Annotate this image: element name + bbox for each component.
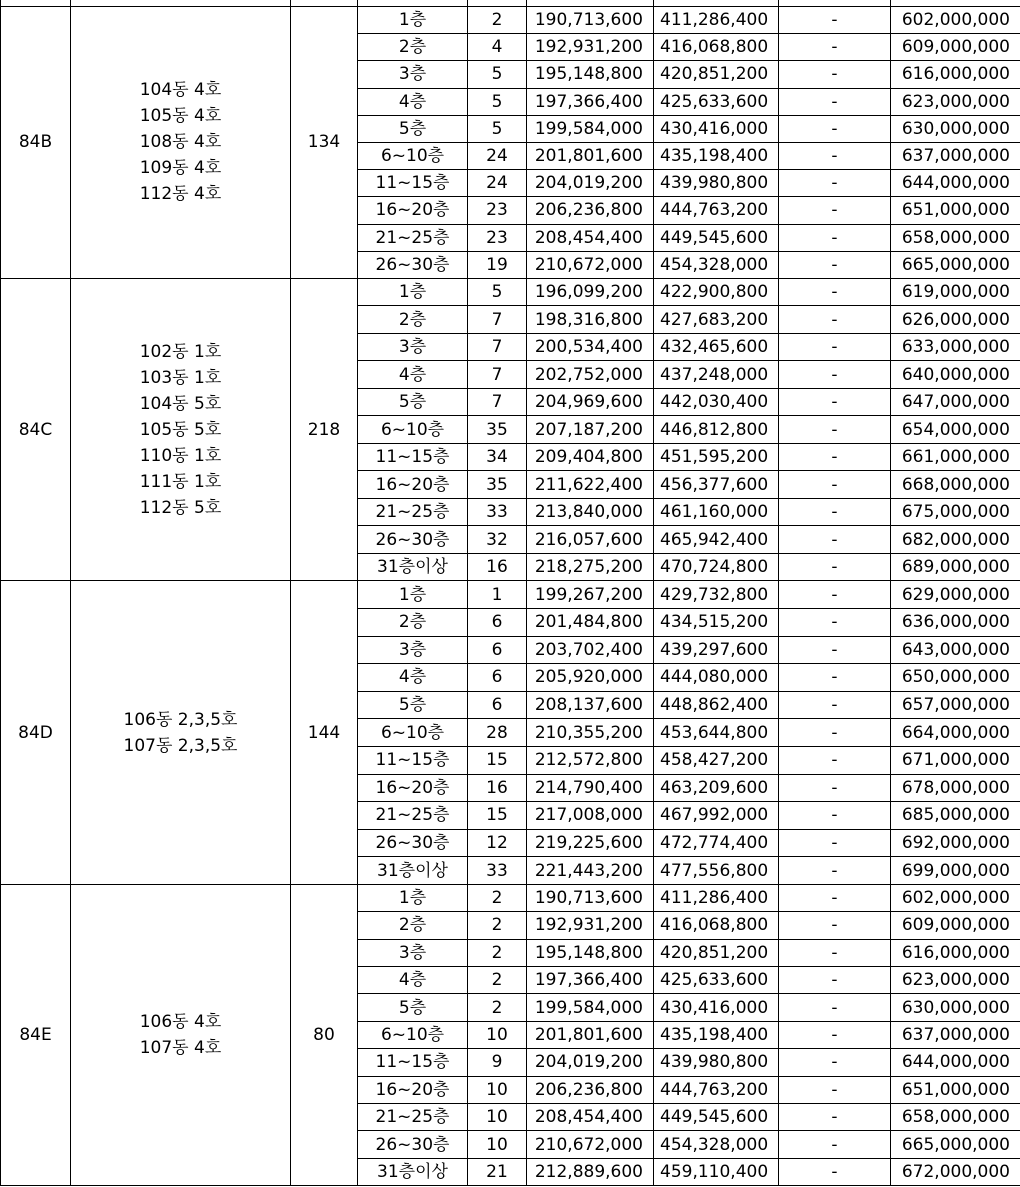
- total-price-cell: 616,000,000: [891, 939, 1020, 966]
- building-price-cell: 432,465,600: [654, 333, 779, 361]
- units-cell: 19: [468, 251, 527, 278]
- total-price-cell: 644,000,000: [891, 1049, 1020, 1076]
- total-price-cell: 675,000,000: [891, 498, 1020, 526]
- building-price-cell: 444,763,200: [654, 197, 779, 224]
- vat-cell: -: [779, 719, 891, 747]
- land-price-cell: 204,019,200: [527, 170, 654, 197]
- vat-cell: -: [779, 1021, 891, 1048]
- units-cell: 6: [468, 664, 527, 692]
- vat-cell: -: [779, 553, 891, 581]
- land-price-cell: 197,366,400: [527, 88, 654, 115]
- floor-cell: 3층: [358, 333, 468, 361]
- vat-cell: -: [779, 884, 891, 911]
- vat-cell: -: [779, 170, 891, 197]
- floor-cell: 2층: [358, 306, 468, 334]
- units-cell: 23: [468, 197, 527, 224]
- building-price-cell: 453,644,800: [654, 719, 779, 747]
- units-cell: 33: [468, 498, 527, 526]
- vat-cell: -: [779, 691, 891, 719]
- floor-cell: 1층: [358, 278, 468, 306]
- units-cell: 7: [468, 333, 527, 361]
- total-price-cell: 643,000,000: [891, 636, 1020, 664]
- building-price-cell: 463,209,600: [654, 774, 779, 802]
- total-price-cell: 692,000,000: [891, 829, 1020, 857]
- vat-cell: -: [779, 278, 891, 306]
- floor-cell: 1층: [358, 581, 468, 609]
- building-price-cell: 411,286,400: [654, 7, 779, 34]
- vat-cell: -: [779, 802, 891, 830]
- total-price-cell: 664,000,000: [891, 719, 1020, 747]
- vat-cell: -: [779, 1131, 891, 1158]
- building-price-cell: 451,595,200: [654, 443, 779, 471]
- land-price-cell: 199,584,000: [527, 994, 654, 1021]
- land-price-cell: 200,534,400: [527, 333, 654, 361]
- total-price-cell: 661,000,000: [891, 443, 1020, 471]
- land-price-cell: 211,622,400: [527, 471, 654, 499]
- floor-cell: 16~20층: [358, 197, 468, 224]
- units-cell: 10: [468, 1076, 527, 1103]
- total-price-cell: 623,000,000: [891, 88, 1020, 115]
- units-cell: 5: [468, 88, 527, 115]
- units-cell: 16: [468, 553, 527, 581]
- total-price-cell: 640,000,000: [891, 361, 1020, 389]
- total-price-cell: 650,000,000: [891, 664, 1020, 692]
- table-row: [1, 884, 1020, 911]
- land-price-cell: 196,099,200: [527, 278, 654, 306]
- vat-cell: -: [779, 115, 891, 142]
- total-price-cell: 671,000,000: [891, 746, 1020, 774]
- land-price-cell: 201,801,600: [527, 1021, 654, 1048]
- floor-cell: 2층: [358, 34, 468, 61]
- floor-cell: 16~20층: [358, 1076, 468, 1103]
- floor-cell: 4층: [358, 361, 468, 389]
- vat-cell: -: [779, 142, 891, 169]
- building-price-cell: 472,774,400: [654, 829, 779, 857]
- dong-list-cell: [71, 581, 291, 885]
- floor-cell: 31층이상: [358, 553, 468, 581]
- units-cell: 6: [468, 636, 527, 664]
- building-price-cell: 434,515,200: [654, 608, 779, 636]
- building-price-cell: 439,980,800: [654, 170, 779, 197]
- floor-cell: 31층이상: [358, 1158, 468, 1185]
- dong-item: 105동 5호: [139, 419, 222, 440]
- land-price-cell: 217,008,000: [527, 802, 654, 830]
- units-cell: 28: [468, 719, 527, 747]
- table-row: [1, 7, 1020, 34]
- units-cell: 10: [468, 1104, 527, 1131]
- total-price-cell: 609,000,000: [891, 912, 1020, 939]
- land-price-cell: 210,672,000: [527, 1131, 654, 1158]
- land-price-cell: 210,672,000: [527, 251, 654, 278]
- land-price-cell: 197,366,400: [527, 967, 654, 994]
- land-price-cell: 202,752,000: [527, 361, 654, 389]
- total-units-cell: 144: [291, 581, 358, 885]
- total-units-cell: 218: [291, 278, 358, 581]
- total-price-cell: 665,000,000: [891, 1131, 1020, 1158]
- building-price-cell: 456,377,600: [654, 471, 779, 499]
- land-price-cell: 207,187,200: [527, 416, 654, 444]
- total-price-cell: 636,000,000: [891, 608, 1020, 636]
- units-cell: 33: [468, 857, 527, 885]
- vat-cell: -: [779, 224, 891, 251]
- units-cell: 5: [468, 115, 527, 142]
- land-price-cell: 204,019,200: [527, 1049, 654, 1076]
- total-price-cell: 609,000,000: [891, 34, 1020, 61]
- vat-cell: -: [779, 608, 891, 636]
- floor-cell: 26~30층: [358, 251, 468, 278]
- land-price-cell: 212,572,800: [527, 746, 654, 774]
- vat-cell: -: [779, 388, 891, 416]
- building-price-cell: 435,198,400: [654, 142, 779, 169]
- building-price-cell: 454,328,000: [654, 1131, 779, 1158]
- total-price-cell: 678,000,000: [891, 774, 1020, 802]
- total-units-cell: 134: [291, 7, 358, 279]
- vat-cell: -: [779, 636, 891, 664]
- total-price-cell: 626,000,000: [891, 306, 1020, 334]
- units-cell: 2: [468, 994, 527, 1021]
- land-price-cell: 192,931,200: [527, 912, 654, 939]
- vat-cell: -: [779, 1158, 891, 1185]
- total-units-cell: 80: [291, 884, 358, 1185]
- vat-cell: -: [779, 88, 891, 115]
- vat-cell: -: [779, 471, 891, 499]
- vat-cell: -: [779, 443, 891, 471]
- vat-cell: -: [779, 526, 891, 554]
- vat-cell: -: [779, 1049, 891, 1076]
- vat-cell: -: [779, 581, 891, 609]
- floor-cell: 6~10층: [358, 719, 468, 747]
- floor-cell: 2층: [358, 608, 468, 636]
- floor-cell: 3층: [358, 939, 468, 966]
- total-price-cell: 637,000,000: [891, 1021, 1020, 1048]
- units-cell: 1: [468, 581, 527, 609]
- vat-cell: -: [779, 306, 891, 334]
- land-price-cell: 218,275,200: [527, 553, 654, 581]
- floor-cell: 11~15층: [358, 443, 468, 471]
- units-cell: 24: [468, 142, 527, 169]
- total-price-cell: 651,000,000: [891, 1076, 1020, 1103]
- land-price-cell: 195,148,800: [527, 61, 654, 88]
- vat-cell: -: [779, 34, 891, 61]
- total-price-cell: 623,000,000: [891, 967, 1020, 994]
- vat-cell: -: [779, 912, 891, 939]
- units-cell: 21: [468, 1158, 527, 1185]
- total-price-cell: 619,000,000: [891, 278, 1020, 306]
- total-price-cell: 658,000,000: [891, 1104, 1020, 1131]
- total-price-cell: 685,000,000: [891, 802, 1020, 830]
- units-cell: 6: [468, 608, 527, 636]
- floor-cell: 31층이상: [358, 857, 468, 885]
- vat-cell: -: [779, 967, 891, 994]
- building-price-cell: 459,110,400: [654, 1158, 779, 1185]
- dong-item: 112동 4호: [139, 184, 222, 205]
- vat-cell: -: [779, 361, 891, 389]
- floor-cell: 3층: [358, 61, 468, 88]
- units-cell: 9: [468, 1049, 527, 1076]
- units-cell: 4: [468, 34, 527, 61]
- vat-cell: -: [779, 333, 891, 361]
- dong-item: 110동 1호: [139, 445, 222, 466]
- building-price-cell: 467,992,000: [654, 802, 779, 830]
- total-price-cell: 629,000,000: [891, 581, 1020, 609]
- building-price-cell: 411,286,400: [654, 884, 779, 911]
- total-price-cell: 668,000,000: [891, 471, 1020, 499]
- land-price-cell: 206,236,800: [527, 1076, 654, 1103]
- land-price-cell: 208,454,400: [527, 224, 654, 251]
- total-price-cell: 665,000,000: [891, 251, 1020, 278]
- vat-cell: -: [779, 251, 891, 278]
- floor-cell: 1층: [358, 884, 468, 911]
- total-price-cell: 602,000,000: [891, 7, 1020, 34]
- floor-cell: 5층: [358, 115, 468, 142]
- floor-cell: 6~10층: [358, 416, 468, 444]
- building-price-cell: 420,851,200: [654, 939, 779, 966]
- vat-cell: -: [779, 1076, 891, 1103]
- dong-list-cell: [71, 884, 291, 1185]
- units-cell: 34: [468, 443, 527, 471]
- dong-item: 108동 4호: [139, 132, 222, 153]
- land-price-cell: 206,236,800: [527, 197, 654, 224]
- units-cell: 32: [468, 526, 527, 554]
- building-price-cell: 437,248,000: [654, 361, 779, 389]
- dong-list-cell: [71, 278, 291, 581]
- units-cell: 2: [468, 967, 527, 994]
- land-price-cell: 195,148,800: [527, 939, 654, 966]
- vat-cell: -: [779, 1104, 891, 1131]
- floor-cell: 5층: [358, 691, 468, 719]
- unit-type-cell: 84E: [1, 884, 71, 1185]
- building-price-cell: 429,732,800: [654, 581, 779, 609]
- vat-cell: -: [779, 746, 891, 774]
- units-cell: 2: [468, 884, 527, 911]
- vat-cell: -: [779, 857, 891, 885]
- floor-cell: 6~10층: [358, 1021, 468, 1048]
- table-row: [1, 581, 1020, 609]
- building-price-cell: 416,068,800: [654, 912, 779, 939]
- building-price-cell: 422,900,800: [654, 278, 779, 306]
- total-price-cell: 651,000,000: [891, 197, 1020, 224]
- total-price-cell: 602,000,000: [891, 884, 1020, 911]
- dong-item: 106동 2,3,5호: [123, 709, 238, 730]
- floor-cell: 4층: [358, 88, 468, 115]
- land-price-cell: 219,225,600: [527, 829, 654, 857]
- units-cell: 16: [468, 774, 527, 802]
- units-cell: 35: [468, 416, 527, 444]
- total-price-cell: 654,000,000: [891, 416, 1020, 444]
- units-cell: 2: [468, 939, 527, 966]
- total-price-cell: 633,000,000: [891, 333, 1020, 361]
- floor-cell: 26~30층: [358, 829, 468, 857]
- building-price-cell: 458,427,200: [654, 746, 779, 774]
- land-price-cell: 190,713,600: [527, 884, 654, 911]
- floor-cell: 6~10층: [358, 142, 468, 169]
- units-cell: 23: [468, 224, 527, 251]
- units-cell: 5: [468, 61, 527, 88]
- building-price-cell: 442,030,400: [654, 388, 779, 416]
- vat-cell: -: [779, 61, 891, 88]
- land-price-cell: 208,454,400: [527, 1104, 654, 1131]
- land-price-cell: 199,267,200: [527, 581, 654, 609]
- vat-cell: -: [779, 829, 891, 857]
- building-price-cell: 435,198,400: [654, 1021, 779, 1048]
- total-price-cell: 682,000,000: [891, 526, 1020, 554]
- building-price-cell: 449,545,600: [654, 224, 779, 251]
- floor-cell: 11~15층: [358, 1049, 468, 1076]
- building-price-cell: 444,763,200: [654, 1076, 779, 1103]
- land-price-cell: 213,840,000: [527, 498, 654, 526]
- vat-cell: -: [779, 7, 891, 34]
- land-price-cell: 210,355,200: [527, 719, 654, 747]
- dong-item: 107동 2,3,5호: [123, 735, 238, 756]
- land-price-cell: 199,584,000: [527, 115, 654, 142]
- floor-cell: 21~25층: [358, 1104, 468, 1131]
- building-price-cell: 430,416,000: [654, 115, 779, 142]
- vat-cell: -: [779, 416, 891, 444]
- floor-cell: 21~25층: [358, 498, 468, 526]
- total-price-cell: 699,000,000: [891, 857, 1020, 885]
- land-price-cell: 204,969,600: [527, 388, 654, 416]
- units-cell: 7: [468, 306, 527, 334]
- building-price-cell: 425,633,600: [654, 967, 779, 994]
- land-price-cell: 209,404,800: [527, 443, 654, 471]
- units-cell: 2: [468, 912, 527, 939]
- land-price-cell: 190,713,600: [527, 7, 654, 34]
- building-price-cell: 470,724,800: [654, 553, 779, 581]
- units-cell: 5: [468, 278, 527, 306]
- vat-cell: -: [779, 664, 891, 692]
- building-price-cell: 439,297,600: [654, 636, 779, 664]
- floor-cell: 4층: [358, 664, 468, 692]
- building-price-cell: 427,683,200: [654, 306, 779, 334]
- dong-item: 107동 4호: [139, 1038, 222, 1059]
- land-price-cell: 214,790,400: [527, 774, 654, 802]
- land-price-cell: 203,702,400: [527, 636, 654, 664]
- floor-cell: 16~20층: [358, 774, 468, 802]
- building-price-cell: 420,851,200: [654, 61, 779, 88]
- dong-item: 112동 5호: [139, 497, 222, 518]
- land-price-cell: 198,316,800: [527, 306, 654, 334]
- land-price-cell: 201,484,800: [527, 608, 654, 636]
- table-row: [1, 278, 1020, 306]
- units-cell: 12: [468, 829, 527, 857]
- units-cell: 2: [468, 7, 527, 34]
- units-cell: 6: [468, 691, 527, 719]
- land-price-cell: 192,931,200: [527, 34, 654, 61]
- units-cell: 35: [468, 471, 527, 499]
- building-price-cell: 425,633,600: [654, 88, 779, 115]
- floor-cell: 26~30층: [358, 1131, 468, 1158]
- dong-item: 102동 1호: [139, 341, 222, 362]
- units-cell: 7: [468, 388, 527, 416]
- building-price-cell: 465,942,400: [654, 526, 779, 554]
- price-table-body: [1, 0, 1020, 1186]
- land-price-cell: 205,920,000: [527, 664, 654, 692]
- total-price-cell: 630,000,000: [891, 115, 1020, 142]
- building-price-cell: 444,080,000: [654, 664, 779, 692]
- units-cell: 10: [468, 1021, 527, 1048]
- floor-cell: 4층: [358, 967, 468, 994]
- floor-cell: 5층: [358, 388, 468, 416]
- dong-item: 111동 1호: [139, 471, 222, 492]
- building-price-cell: 448,862,400: [654, 691, 779, 719]
- land-price-cell: 208,137,600: [527, 691, 654, 719]
- land-price-cell: 212,889,600: [527, 1158, 654, 1185]
- total-price-cell: 647,000,000: [891, 388, 1020, 416]
- dong-item: 106동 4호: [139, 1012, 222, 1033]
- unit-type-cell: 84D: [1, 581, 71, 885]
- dong-item: 103동 1호: [139, 367, 222, 388]
- total-price-cell: 672,000,000: [891, 1158, 1020, 1185]
- unit-type-cell: 84B: [1, 7, 71, 279]
- land-price-cell: 221,443,200: [527, 857, 654, 885]
- floor-cell: 11~15층: [358, 170, 468, 197]
- floor-cell: 16~20층: [358, 471, 468, 499]
- vat-cell: -: [779, 498, 891, 526]
- dong-item: 105동 4호: [139, 106, 222, 127]
- total-price-cell: 630,000,000: [891, 994, 1020, 1021]
- total-price-cell: 644,000,000: [891, 170, 1020, 197]
- building-price-cell: 449,545,600: [654, 1104, 779, 1131]
- floor-cell: 5층: [358, 994, 468, 1021]
- floor-cell: 3층: [358, 636, 468, 664]
- building-price-cell: 446,812,800: [654, 416, 779, 444]
- dong-item: 104동 5호: [139, 393, 222, 414]
- floor-cell: 26~30층: [358, 526, 468, 554]
- land-price-cell: 201,801,600: [527, 142, 654, 169]
- building-price-cell: 416,068,800: [654, 34, 779, 61]
- building-price-cell: 461,160,000: [654, 498, 779, 526]
- dong-list-cell: [71, 7, 291, 279]
- land-price-cell: 216,057,600: [527, 526, 654, 554]
- floor-cell: 2층: [358, 912, 468, 939]
- total-price-cell: 689,000,000: [891, 553, 1020, 581]
- units-cell: 10: [468, 1131, 527, 1158]
- total-price-cell: 637,000,000: [891, 142, 1020, 169]
- floor-cell: 21~25층: [358, 802, 468, 830]
- vat-cell: -: [779, 774, 891, 802]
- unit-type-cell: 84C: [1, 278, 71, 581]
- floor-cell: 21~25층: [358, 224, 468, 251]
- vat-cell: -: [779, 197, 891, 224]
- building-price-cell: 430,416,000: [654, 994, 779, 1021]
- units-cell: 15: [468, 746, 527, 774]
- total-price-cell: 616,000,000: [891, 61, 1020, 88]
- vat-cell: -: [779, 939, 891, 966]
- building-price-cell: 477,556,800: [654, 857, 779, 885]
- total-price-cell: 658,000,000: [891, 224, 1020, 251]
- vat-cell: -: [779, 994, 891, 1021]
- units-cell: 15: [468, 802, 527, 830]
- dong-item: 104동 4호: [139, 80, 222, 101]
- floor-cell: 11~15층: [358, 746, 468, 774]
- total-price-cell: 657,000,000: [891, 691, 1020, 719]
- floor-cell: 1층: [358, 7, 468, 34]
- units-cell: 24: [468, 170, 527, 197]
- building-price-cell: 439,980,800: [654, 1049, 779, 1076]
- dong-item: 109동 4호: [139, 158, 222, 179]
- units-cell: 7: [468, 361, 527, 389]
- building-price-cell: 454,328,000: [654, 251, 779, 278]
